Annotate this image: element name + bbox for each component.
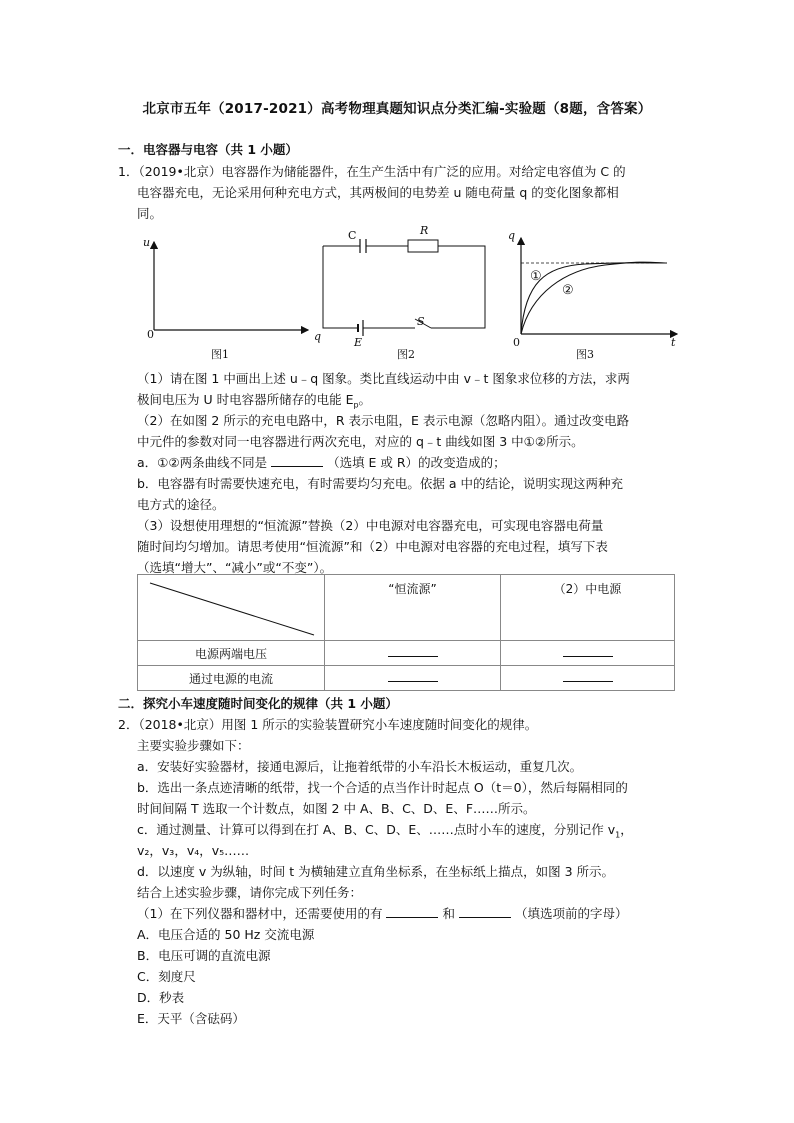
answer-blank-current-2[interactable] <box>563 671 613 682</box>
q1-part-b-line1: b．电容器有时需要快速充电，有时需要均匀充电。依据 a 中的结论，说明实现这两种充 <box>137 476 624 491</box>
figure-2-circuit <box>315 230 495 345</box>
q1-part2-line2: 中元件的参数对同一电容器进行两次充电，对应的 q﹣t 曲线如图 3 中①②所示。 <box>137 434 584 449</box>
q2-step-a: a．安装好实验器材，接通电源后，让拖着纸带的小车沿长木板运动，重复几次。 <box>137 759 583 774</box>
energy-subscript: p <box>353 400 359 410</box>
q1-part1-line2-text: 极间电压为 U 时电容器所储存的电能 E <box>137 392 354 407</box>
q1-part1-line2-end: 。 <box>358 392 372 407</box>
q1-part-a <box>137 453 506 471</box>
fig3-curve2-label: ② <box>562 283 574 298</box>
q1-part3-line2: 随时间均匀增加。请思考使用“恒流源”和（2）中电源对电容器的充电过程，填写下表 <box>137 539 608 554</box>
answer-blank-task1-a[interactable] <box>386 907 438 918</box>
q2-steps-intro: 主要实验步骤如下： <box>137 738 250 753</box>
q2-step-d: d．以速度 v 为纵轴，时间 t 为横轴建立直角坐标系，在坐标纸上描点，如图 3 所示。 <box>137 864 615 879</box>
table-cell-current-constant[interactable] <box>325 666 501 691</box>
answer-blank-task1-b[interactable] <box>459 907 511 918</box>
v1-subscript: 1 <box>615 830 621 840</box>
fig1-x-label: q <box>314 330 322 343</box>
option-c: C．刻度尺 <box>137 969 196 984</box>
q2-step-c-line2: v₂，v₃，v₄，v₅…… <box>137 843 250 858</box>
q1-part1-line2 <box>137 390 371 410</box>
q1-intro-line1: 1．（2019•北京）电容器作为储能器件，在生产生活中有广泛的应用。对给定电容值为 C 的 <box>118 164 626 179</box>
fig2-caption: 图2 <box>397 348 415 361</box>
table-diagonal-cell <box>138 575 325 641</box>
q1-part-b-line2: 电方式的途径。 <box>137 497 225 512</box>
option-d: D．秒表 <box>137 990 185 1005</box>
fig3-caption: 图3 <box>576 348 594 361</box>
q2-step-c-line1 <box>137 820 633 840</box>
q1-part-a-text: a．①②两条曲线不同是 <box>137 455 268 470</box>
fig2-capacitor-label: C <box>348 229 357 242</box>
table-cell-current-original[interactable] <box>501 666 675 691</box>
q2-step-c-text: c．通过测量、计算可以得到在打 A、B、C、D、E、……点时小车的速度，分别记作 v <box>137 822 616 837</box>
section1-heading: 一．电容器与电容（共 1 小题） <box>118 142 298 157</box>
table-header-constant-current: “恒流源” <box>325 575 501 641</box>
diagonal-line <box>138 575 324 640</box>
option-e: E．天平（含砝码） <box>137 1011 245 1026</box>
q2-task1 <box>137 904 628 922</box>
q2-task1-and: 和 <box>442 906 455 921</box>
q2-step-b-line1: b．选出一条点迹清晰的纸带，找一个合适的点当作计时起点 O（t＝0），然后每隔相同的 <box>137 780 628 795</box>
resistor-symbol <box>408 240 438 252</box>
section2-heading: 二．探究小车速度随时间变化的规律（共 1 小题） <box>118 696 398 711</box>
q1-part3-line1: （3）设想使用理想的“恒流源”替换（2）中电源对电容器充电，可实现电容器电荷量 <box>137 518 604 533</box>
q1-intro-line2: 电容器充电，无论采用何种充电方式，其两极间的电势差 u 随电荷量 q 的变化图象都相 <box>137 185 619 200</box>
option-b: B．电压可调的直流电源 <box>137 948 271 963</box>
table-row-voltage-label: 电源两端电压 <box>138 641 325 666</box>
q1-intro-line3: 同。 <box>137 206 163 221</box>
answer-blank-voltage-2[interactable] <box>563 646 613 657</box>
answer-blank-a[interactable] <box>271 456 323 467</box>
table-row-current-label: 通过电源的电流 <box>138 666 325 691</box>
figure-3-qt-curves <box>505 228 685 348</box>
table-cell-voltage-constant[interactable] <box>325 641 501 666</box>
q2-task1-text: （1）在下列仪器和器材中，还需要使用的有 <box>137 906 383 921</box>
option-a: A．电压合适的 50 Hz 交流电源 <box>137 927 315 942</box>
fig3-curve-2 <box>521 262 667 334</box>
fig3-origin-label: 0 <box>513 336 520 349</box>
document-title: 北京市五年（2017-2021）高考物理真题知识点分类汇编-实验题（8题，含答案） <box>142 101 652 117</box>
table-header-original-source: （2）中电源 <box>501 575 675 641</box>
q2-step-b-line2: 时间间隔 T 选取一个计数点，如图 2 中 A、B、C、D、E、F……所示。 <box>137 801 536 816</box>
fig1-caption: 图1 <box>211 348 229 361</box>
q2-intro: 2．（2018•北京）用图 1 所示的实验装置研究小车速度随时间变化的规律。 <box>118 717 538 732</box>
figure-1-uq-axes <box>140 230 320 370</box>
table-cell-voltage-original[interactable] <box>501 641 675 666</box>
q2-task-intro: 结合上述实验步骤，请你完成下列任务： <box>137 885 363 900</box>
q1-part2-line1: （2）在如图 2 所示的充电电路中，R 表示电阻，E 表示电源（忽略内阻）。通过改变电路 <box>137 413 630 428</box>
q1-part-a-end: （选填 E 或 R）的改变造成的； <box>327 455 506 470</box>
fig1-y-label: u <box>143 236 151 249</box>
q2-task1-end: （填选项前的字母） <box>514 906 628 921</box>
q1-part3-line3: （选填“增大”、“减小”或“不变”）。 <box>137 560 333 575</box>
answer-blank-current-1[interactable] <box>388 671 438 682</box>
comparison-table <box>137 574 675 691</box>
q1-part1-line1: （1）请在图 1 中画出上述 u﹣q 图象。类比直线运动中由 v﹣t 图象求位移的方法，求两 <box>137 371 630 386</box>
fig1-origin-label: 0 <box>147 328 154 341</box>
fig2-resistor-label: R <box>420 224 429 237</box>
fig2-emf-label: E <box>354 336 363 349</box>
fig3-x-label: t <box>671 336 676 349</box>
fig3-curve1-label: ① <box>530 269 542 284</box>
fig3-curve-1 <box>521 263 667 334</box>
fig2-switch-label: S <box>417 315 425 328</box>
answer-blank-voltage-1[interactable] <box>388 646 438 657</box>
q2-step-c-comma: ， <box>620 822 633 837</box>
fig3-y-label: q <box>508 229 516 242</box>
